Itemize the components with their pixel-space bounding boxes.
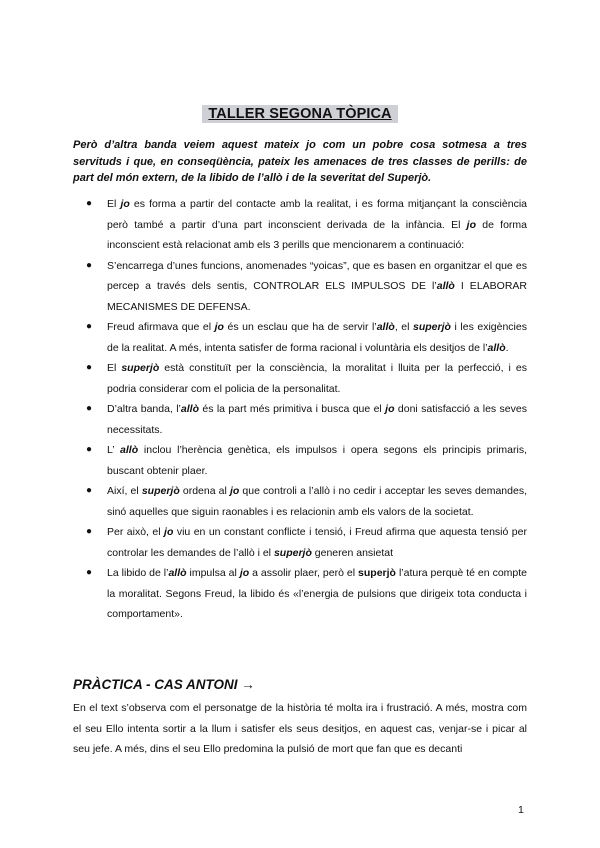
keyword: allò: [376, 321, 395, 333]
keyword: jo: [164, 526, 174, 538]
bullet-icon: ●: [86, 259, 93, 271]
keyword: superjò: [141, 485, 180, 497]
bullet-icon: ●: [86, 567, 93, 578]
bullet-icon: ●: [86, 362, 93, 373]
page-number: 1: [518, 804, 524, 816]
keyword: jo: [385, 403, 395, 415]
keyword: allò: [180, 403, 199, 415]
list-item: ● Freud afirmava que el jo és un esclau que ha de servir l’allò, el superjò i les exigències de la realitat. A més, intenta satisfer de forma racional i voluntària els desitjos de l’allò.: [73, 317, 527, 358]
case-paragraph: En el text s’observa com el personatge de la història té molta ira i frustració. A més, mostra com el seu Ello intenta sortir a la llum i satisfer els seus desitjos, en aquest cas, venjar-se i picar al seu jefe. A més, dins el seu Ello predomina la pulsió de mort que fan que es decanti: [73, 702, 527, 755]
title-container: [0, 105, 600, 123]
list-item: ● El jo es forma a partir del contacte amb la realitat, i es forma mitjançant la consciència però també a partir d’una part inconscient derivada de la infància. El jo de forma inconscient està relacionat amb els 3 perills que mencionarem a continuació:: [73, 194, 527, 256]
keyword: jo: [466, 218, 477, 231]
keyword: jo: [229, 485, 240, 497]
list-item: ● L’ allò inclou l’herència genètica, els impulsos i opera segons els principis primaris, buscant obtenir plaer.: [73, 440, 527, 481]
bullet-icon: ●: [86, 321, 93, 332]
keyword: allò: [487, 341, 506, 354]
keyword: superjò: [413, 321, 451, 333]
intro-paragraph: Però d’altra banda veiem aquest mateix jo com un pobre cosa sotmesa a tres servituds i que, en conseqüència, pateix les amenaces de tres classes de perills: de part del món extern, de la libido de l’allò i de la severitat del Superjò.: [73, 139, 527, 184]
list-item: ● S’encarrega d’unes funcions, anomenades “yoicas”, que es basen en organitzar el que es percep a través dels sentis, CONTROLAR ELS IMPULSOS DE l’allò I ELABORAR MECANISMES DE DEFENSA.: [73, 256, 527, 318]
keyword: superjò: [273, 546, 312, 559]
keyword: jo: [239, 567, 250, 579]
list-item: ● Així, el superjò ordena al jo que controli a l’allò i no cedir i acceptar les seves demandes, sinó aquelles que siguin raonables i es relacionin amb els valors de la societat.: [73, 481, 527, 522]
list-item: ● El superjò està constituït per la consciència, la moralitat i lluita per la perfecció, i es podria considerar com el policia de la personalitat.: [73, 358, 527, 399]
keyword: superjò: [121, 362, 160, 374]
keyword: allò: [436, 280, 455, 292]
keyword: jo: [214, 321, 224, 333]
keyword: allò: [120, 444, 139, 456]
bullet-icon: ●: [86, 485, 93, 496]
list-item: ● Per això, el jo viu en un constant conflicte i tensió, i Freud afirma que aquesta tensió per controlar les demandes de l’allò i el superjò generen ansietat: [73, 522, 527, 563]
keyword: allò: [168, 567, 187, 579]
document-title: TALLER SEGONA TÒPICA: [202, 105, 397, 123]
bullet-icon: ●: [86, 403, 93, 414]
bullet-icon: ●: [86, 444, 93, 455]
keyword: superjò: [358, 567, 396, 579]
bullet-icon: ●: [86, 198, 93, 209]
list-item: ● D’altra banda, l’allò és la part més primitiva i busca que el jo doni satisfacció a les seves necessitats.: [73, 399, 527, 440]
section-heading: PRÀCTICA - CAS ANTONI →: [73, 677, 255, 692]
bullet-icon: ●: [86, 526, 93, 537]
list-item: ● La libido de l’allò impulsa al jo a assolir plaer, però el superjò l’atura perquè té en compte la moralitat. Segons Freud, la libido és «l’energia de pulsions que dirigeix tota conducta i comportament».: [73, 563, 527, 625]
bullet-list: [73, 194, 527, 625]
keyword: jo: [120, 198, 130, 210]
